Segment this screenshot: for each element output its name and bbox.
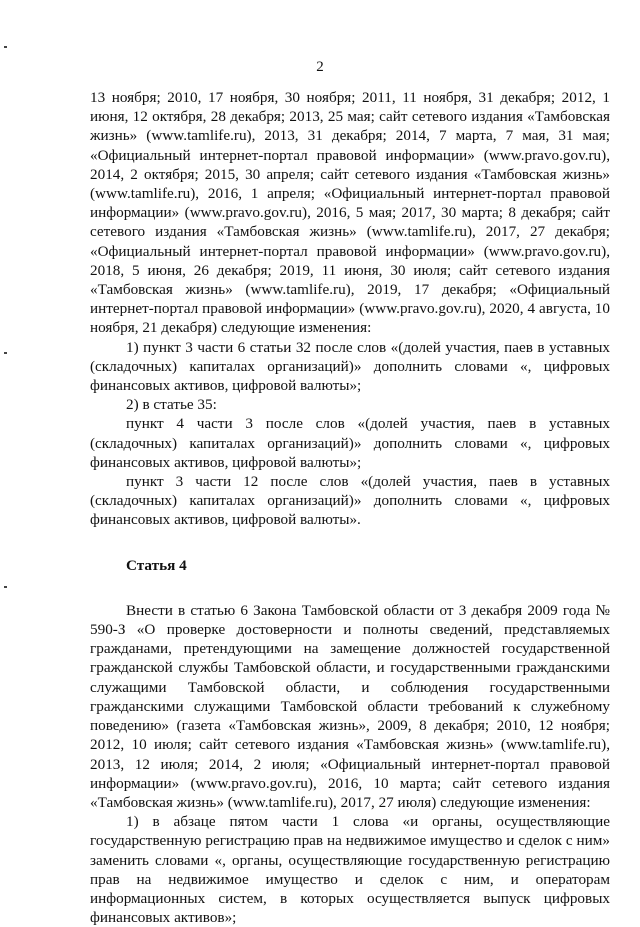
document-body xyxy=(90,88,610,927)
scan-mark xyxy=(4,586,7,588)
article-heading: Статья 4 xyxy=(126,556,187,574)
paragraph-subitem-b: пункт 3 части 12 после слов «(долей участия, паев в уставных (складочных) капиталах организаций)» дополнить словами «, цифровых финансовых активов, цифровой валюты». xyxy=(90,473,610,529)
paragraph-subitem-a: пункт 4 части 3 после слов «(долей участия, паев в уставных (складочных) капиталах организаций)» дополнить словами «, цифровых финансовых активов, цифровой валюты»; xyxy=(90,415,610,471)
paragraph-article-item-1: 1) в абзаце пятом части 1 слова «и органы, осуществляющие государственную регистрацию прав на недвижимое имущество и сделок с ним» заменить словами «, органы, осуществляющие государственную регистрацию прав на недвижимое имущество и сделок с ним, и операторам информационных систем, в которых осуществляется выпуск цифровых финансовых активов»; xyxy=(90,813,610,927)
paragraph-item-2: 2) в статье 35: xyxy=(126,396,217,414)
scan-mark xyxy=(4,46,7,48)
paragraph-continuation: 13 ноября; 2010, 17 ноября, 30 ноября; 2011, 11 ноября, 31 декабря; 2012, 1 июня, 12 октября, 28 декабря; 2013, 25 мая; сайт сетевого издания «Тамбовская жизнь» (www.tamlife.ru), 2013, 31 декабря; 2014, 7 марта, 7 мая, 31 мая; «Официальный интернет-портал правовой информации» (www.pravo.gov.ru), 2014, 2 октября; 2015, 30 апреля; сайт сетевого издания «Тамбовская жизнь» (www.tamlife.ru), 2016, 1 апреля; «Официальный интернет-портал правовой информации» (www.pravo.gov.ru), 2016, 5 мая; 2017, 30 марта; 8 декабря; сайт сетевого издания «Тамбовская жизнь» (www.tamlife.ru), 2017, 27 декабря; «Официальный интернет-портал правовой информации» (www.pravo.gov.ru), 2018, 5 июня, 26 декабря; 2019, 11 июня, 30 июля; сайт сетевого издания «Тамбовская жизнь» (www.tamlife.ru), 2019, 17 декабря; «Официальный интернет-портал правовой информации» (www.pravo.gov.ru), 2020, 4 августа, 10 ноября, 21 декабря) следующие изменения: xyxy=(90,89,610,337)
paragraph-article-intro: Внести в статью 6 Закона Тамбовской области от 3 декабря 2009 года № 590-З «О проверке достоверности и полноты сведений, представляемых гражданами, претендующими на замещение должностей государственной гражданской службы Тамбовской области, и государственными гражданскими служащими Тамбовской области, и соблюдения государственными гражданскими служащими Тамбовской области требований к служебному поведению» (газета «Тамбовская жизнь», 2009, 8 декабря; 2010, 12 ноября; 2012, 10 июля; сайт сетевого издания «Тамбовская жизнь» (www.tamlife.ru), 2013, 12 июля; 2014, 2 июля; «Официальный интернет-портал правовой информации» (www.pravo.gov.ru), 2016, 10 марта; сайт сетевого издания «Тамбовская жизнь» (www.tamlife.ru), 2017, 27 июля) следующие изменения: xyxy=(90,601,610,811)
paragraph-item-1: 1) пункт 3 части 6 статьи 32 после слов «(долей участия, паев в уставных (складочных) капиталах организаций)» дополнить словами «, цифровых финансовых активов, цифровой валюты»; xyxy=(90,338,610,395)
scan-mark xyxy=(4,352,7,354)
page-number: 2 xyxy=(316,59,324,75)
